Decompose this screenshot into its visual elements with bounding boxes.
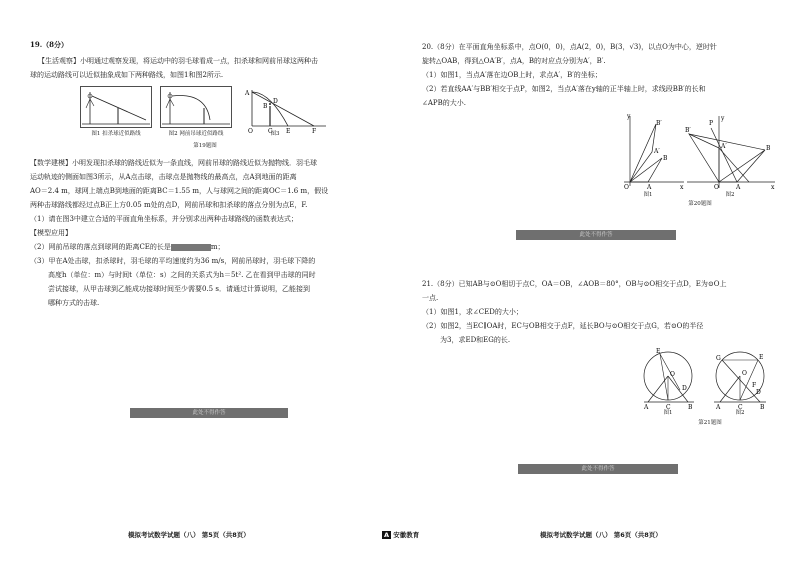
q20-fig2-label-b: B	[766, 145, 771, 152]
q21-fig1-label-o: O	[670, 371, 675, 378]
q19-header: 19.（8分）	[30, 40, 69, 49]
q21-figure1	[640, 346, 696, 410]
q19-fig3-label-f: F	[312, 128, 317, 135]
q19-part3-line2: 高度h（单位：m）与时间t（单位：s）之间的关系式为h＝5t². 乙在看到甲击球的同时	[48, 271, 316, 279]
q21-figure2-caption: 图2	[735, 410, 745, 416]
q19-part1: （1）请在图3中建立合适的平面直角坐标系，并分别求出两种击球路线的函数表达式；	[30, 215, 298, 223]
q21-part1: （1）如图1，求∠CED的大小；	[422, 308, 523, 316]
q19-model-application: 【模型应用】	[30, 229, 72, 237]
q19-fig3-label-c: C	[268, 128, 273, 135]
q19-figure1	[80, 86, 152, 128]
q19-model-line1: 【数学建模】小明发现扣杀球的路线近似为一条直线，网前吊球的路线近似为抛物线．羽毛球	[30, 159, 317, 167]
q19-observation-line2: 球的运动路线可以近似抽象成如下两种路线，如图1和图2所示.	[30, 71, 224, 79]
q21-fig1-label-a: A	[644, 404, 649, 411]
q21-fig2-label-e: E	[759, 354, 764, 361]
q21-fig2-label-f: F	[752, 382, 757, 389]
q19-model-line4: 两种击球路线都经过点B正上方0.05 m处的点D，网前吊球和扣杀球的落点分别为点E，F.	[30, 201, 308, 209]
q19-part2-text: （2）网前吊球的落点到球网的距离CE的长是	[30, 243, 171, 251]
redacted-answer	[171, 244, 211, 251]
footer-right: 模拟考试数学试题（八） 第6页（共8页）	[540, 531, 662, 539]
q19-fig3-label-o: O	[248, 128, 253, 135]
q20-fig1-label-b1: B′	[656, 120, 662, 127]
q19-model-line3: AO＝2.4 m，球网上端点B到地面的距离BC＝1.55 m，人与球网之间的距离OC＝1.6 m，假设	[30, 187, 329, 195]
q19-no-answer-bar: 此处不得作答	[130, 408, 288, 418]
q21-line2: 一点.	[422, 294, 439, 302]
q20-fig1-label-y: y	[627, 113, 631, 120]
footer-left: 模拟考试数学试题（八） 第5页（共8页）	[128, 531, 250, 539]
q20-part2-line2: ∠APB的大小.	[422, 99, 466, 107]
q20-figure2-caption: 图2	[725, 192, 735, 198]
q20-line2: 旋转△OAB，得到△OA′B′，点A，B的对应点分别为A′，B′.	[422, 57, 606, 65]
q20-fig1-label-o: O	[624, 184, 629, 191]
q20-fig2-label-a: A	[736, 184, 741, 191]
q20-fig1-label-a: A	[647, 184, 652, 191]
q19-figure1-caption: 图1 扣杀球近似路线	[91, 131, 141, 137]
page-6	[400, 0, 800, 566]
q19-observation-line1: 【生活观察】小明通过观察发现，将运动中的羽毛球看成一点，扣杀球和网前吊球这两种击	[38, 57, 318, 65]
q21-figure1-caption: 图1	[663, 410, 673, 416]
q20-figure2	[685, 114, 777, 190]
q21-fig1-label-b: B	[688, 404, 693, 411]
q20-part2-line1: （2）若直线AA′与BB′相交于点P，如图2，当点A′落在y轴的正半轴上时，求线段BB′的长和	[422, 85, 706, 93]
q21-fig2-label-a: A	[716, 404, 721, 411]
q19-fig3-label-b: B	[263, 103, 268, 110]
publisher-name: 安徽教育	[393, 531, 420, 539]
q21-no-answer-bar: 此处不得作答	[518, 464, 678, 474]
q20-figure1-caption: 图1	[643, 192, 653, 198]
q19-part2-unit: m；	[210, 243, 225, 251]
q20-fig2-label-x: x	[771, 184, 775, 191]
q21-fig2-label-g: G	[716, 355, 721, 362]
q19-part3-line4: 哪种方式的击球.	[48, 299, 100, 307]
q21-fig1-label-c: C	[666, 404, 671, 411]
q19-fig3-label-a: A	[245, 90, 250, 97]
q19-figure-group-caption: 第19题图	[193, 143, 217, 149]
q19-part3-line3: 尝试接球，从甲击球到乙能成功接球时间至少需要0.5 s．请通过计算说明，乙能接到	[48, 285, 310, 293]
q21-fig1-label-d: D	[682, 385, 687, 392]
q21-header: 21.（8分）已知AB与⊙O相切于点C，OA＝OB，∠AOB＝80°，OB与⊙O相交于点D，E为⊙O上	[422, 280, 727, 288]
q21-part2-line1: （2）如图2，当EC∥OA时，EC与OB相交于点F，延长BO与⊙O相交于点G，若⊙O的半径	[422, 322, 704, 330]
q19-fig3-label-e: E	[286, 128, 291, 135]
q20-figure1	[618, 112, 688, 190]
q20-header: 20.（8分）在平面直角坐标系中，点O(0，0)，点A(2，0)，B(3，√3)，以点O为中心，逆时针	[422, 43, 717, 51]
q21-fig2-label-d: D	[756, 389, 761, 396]
q21-part2-line2: 为3，求ED和EG的长.	[440, 336, 511, 344]
q19-part2	[30, 242, 225, 252]
publisher-logo: A	[384, 531, 390, 539]
q21-fig1-label-e: E	[656, 348, 661, 355]
q21-fig2-label-o: O	[742, 370, 747, 377]
q19-figure3	[240, 86, 330, 134]
q20-no-answer-bar: 此处不得作答	[516, 230, 676, 240]
q20-fig2-label-p: P	[709, 120, 714, 127]
q19-model-line2: 运动轨迹的侧面如图3所示，从A点击球，击球点是抛物线的最高点，点A到地面的距离	[30, 173, 297, 181]
q21-figure2	[710, 346, 770, 410]
q20-fig2-label-a1: A′	[721, 143, 727, 150]
q19-fig3-label-d: D	[273, 98, 278, 105]
q21-fig2-label-b: B	[760, 404, 765, 411]
q19-figure2-caption: 图2 网前吊球近似路线	[168, 131, 224, 137]
q20-fig1-label-a1: A′	[654, 148, 660, 155]
q19-part3-line1: （3）甲在A处击球，扣杀球时，羽毛球的平均速度约为36 m/s，网前吊球时，羽毛球下降的	[30, 257, 316, 265]
q20-fig2-label-o: O	[714, 184, 719, 191]
q19-figure2	[160, 86, 232, 128]
q20-fig1-label-b: B	[663, 155, 668, 162]
q20-fig1-label-x: x	[680, 184, 684, 191]
q20-part1: （1）如图1，当点A′落在边OB上时，求点A′，B′的坐标；	[422, 71, 602, 79]
q20-fig2-label-b1: B′	[685, 127, 691, 134]
q21-fig2-label-c: C	[738, 404, 743, 411]
q20-fig2-label-y: y	[721, 115, 725, 122]
q19-figure3-caption: 图3	[270, 131, 280, 137]
q20-figure-group-caption: 第20题图	[688, 201, 712, 207]
q21-figure-group-caption: 第21题图	[698, 420, 722, 426]
